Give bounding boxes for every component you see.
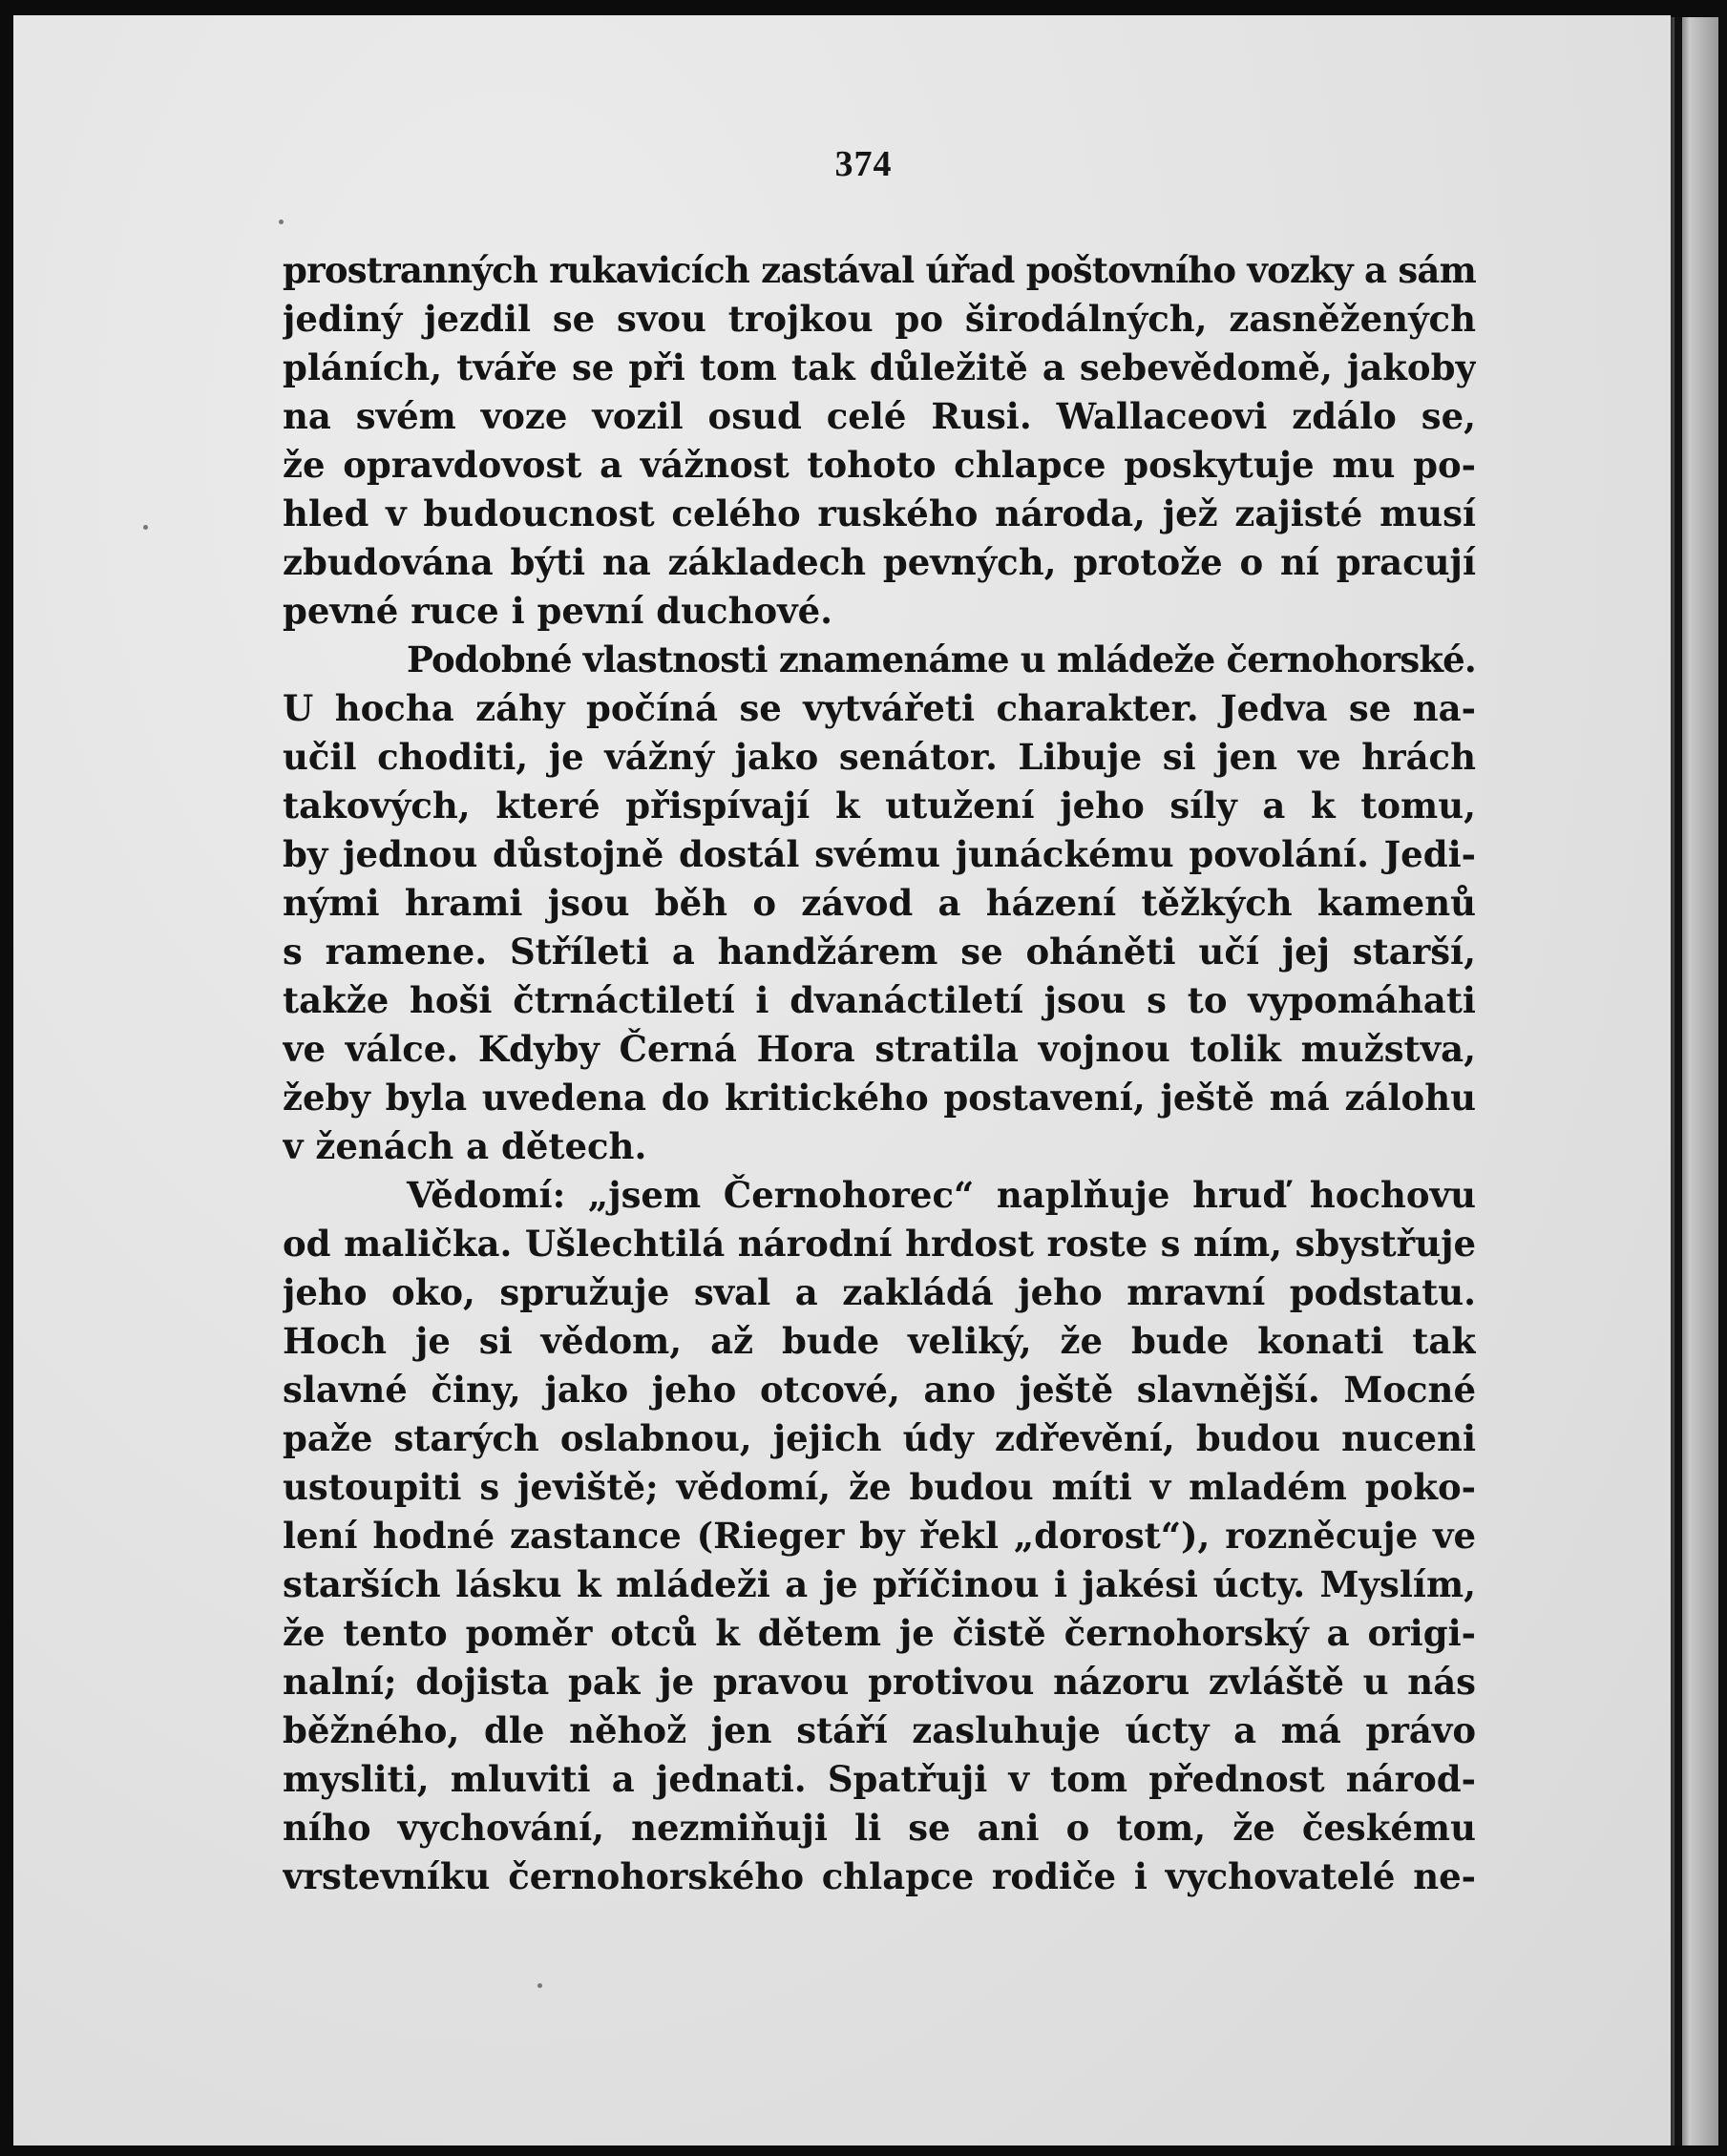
text-line: na svém voze vozil osud celé Rusi. Wallaceovi zdálo se, xyxy=(283,395,1476,437)
text-line: žeby byla uvedena do kritického postavení, ještě má zálohu xyxy=(283,1077,1476,1119)
body-text xyxy=(283,246,1476,1901)
text-line: s ramene. Stříleti a handžárem se oháněti učí jej starší, xyxy=(283,931,1476,973)
text-line: U hocha záhy počíná se vytvářeti charakter. Jedva se na- xyxy=(283,687,1476,729)
paragraph xyxy=(283,1171,1476,1901)
text-line: hled v budoucnost celého ruského národa, jež zajisté musí xyxy=(283,492,1476,534)
paper-speck xyxy=(537,1983,542,1988)
text-line: jediný jezdil se svou trojkou po širodálných, zasněžených xyxy=(283,298,1476,340)
text-line: mysliti, mluviti a jednati. Spatřuji v tom přednost národ- xyxy=(283,1758,1476,1800)
paper-speck xyxy=(143,525,148,530)
text-line: ustoupiti s jeviště; vědomí, že budou míti v mladém poko- xyxy=(283,1466,1476,1508)
text-line: učil choditi, je vážný jako senátor. Libuje si jen ve hrách xyxy=(283,736,1476,778)
text-line: pláních, tváře se při tom tak důležitě a sebevědomě, jakoby xyxy=(283,346,1476,388)
text-line: zbudována býti na základech pevných, protože o ní pracují xyxy=(283,541,1476,583)
text-line: lení hodné zastance (Rieger by řekl „dorost“), rozněcuje ve xyxy=(283,1515,1476,1557)
text-line: by jednou důstojně dostál svému junáckému povolání. Jedi- xyxy=(283,833,1476,875)
text-line: od malička. Ušlechtilá národní hrdost roste s ním, sbystřuje xyxy=(283,1223,1476,1265)
text-line: běžného, dle něhož jen stáří zasluhuje úcty a má právo xyxy=(283,1709,1476,1751)
text-line: takže hoši čtrnáctiletí i dvanáctiletí jsou s to vypomáhati xyxy=(283,979,1476,1021)
text-line: v ženách a dětech. xyxy=(283,1125,647,1167)
text-line: ního vychování, nezmiňuji li se ani o tom, že českému xyxy=(283,1807,1476,1849)
text-line: paže starých oslabnou, jejich údy zdřevění, budou nuceni xyxy=(283,1417,1476,1459)
text-line: ve válce. Kdyby Černá Hora stratila vojnou tolik mužstva, xyxy=(283,1028,1476,1070)
paper-speck xyxy=(279,220,284,224)
text-line: že tento poměr otců k dětem je čistě černohorský a origi- xyxy=(283,1612,1476,1654)
text-line: Hoch je si vědom, až bude veliký, že bude konati tak xyxy=(283,1320,1476,1362)
text-line: nými hrami jsou běh o závod a házení těžkých kamenů xyxy=(283,882,1476,924)
text-line: nalní; dojista pak je pravou protivou názoru zvláště u nás xyxy=(283,1661,1476,1703)
text-line: slavné činy, jako jeho otcové, ano ještě slavnější. Mocné xyxy=(283,1369,1476,1411)
text-line: prostranných rukavicích zastával úřad poštovního vozky a sám xyxy=(283,249,1476,291)
page-edge-line xyxy=(1674,17,1682,2146)
text-line: vrstevníku černohorského chlapce rodiče i vychovatelé ne- xyxy=(283,1855,1476,1897)
text-line: pevné ruce i pevní duchové. xyxy=(283,590,833,632)
paragraph xyxy=(283,246,1476,636)
text-line: takových, které přispívají k utužení jeho síly a k tomu, xyxy=(283,785,1476,827)
page-number: 374 xyxy=(834,144,893,184)
text-line: Vědomí: „jsem Černohorec“ naplňuje hruď hochovu xyxy=(407,1174,1476,1216)
text-line: starších lásku k mládeži a je příčinou i jakési úcty. Myslím, xyxy=(283,1563,1476,1605)
paragraph xyxy=(283,636,1476,1171)
text-line: Podobné vlastnosti znamenáme u mládeže černohorské. xyxy=(407,638,1476,680)
text-line: jeho oko, spružuje sval a zakládá jeho mravní podstatu. xyxy=(283,1271,1476,1313)
text-line: že opravdovost a vážnost tohoto chlapce poskytuje mu po- xyxy=(283,444,1476,486)
